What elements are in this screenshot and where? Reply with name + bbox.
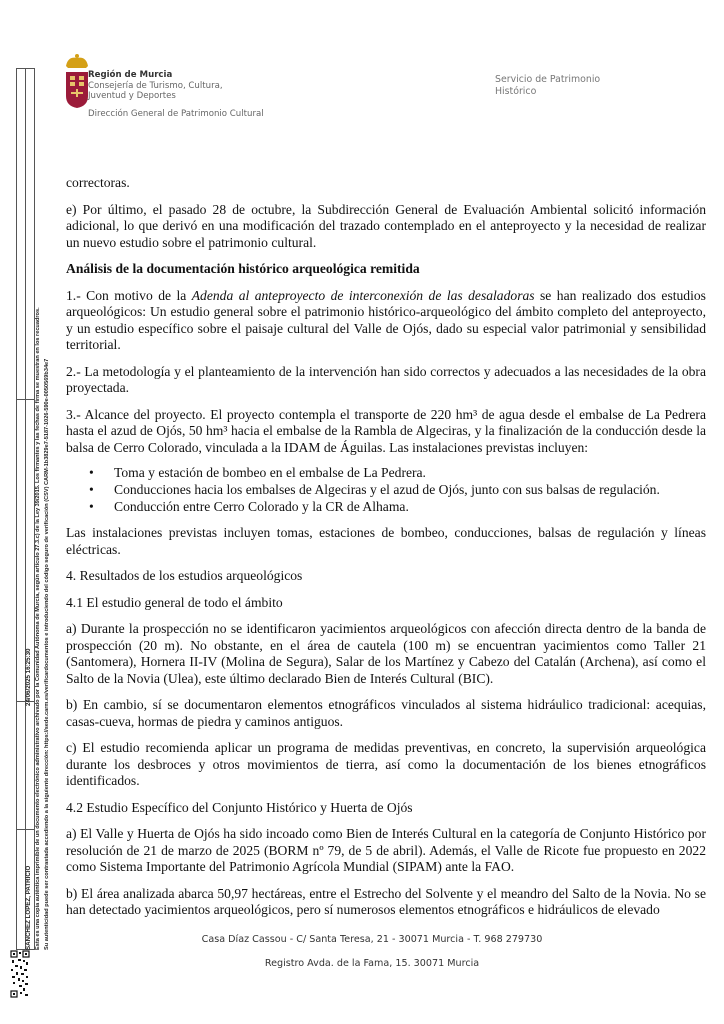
paragraph-e: e) Por último, el pasado 28 de octubre, la Subdirección General de Evaluación Ambiental solicitó información adicional, lo que derivó en una modificación del trazado contemplado en el anteproyecto y la necesidad de realizar un nuevo estudio sobre el patrimonio cultural. (66, 201, 706, 250)
paragraph-2: 2.- La metodología y el planteamiento de la intervención han sido correctos y adecuados a las necesidades de la obra proyectada. (66, 363, 706, 395)
paragraph-4-2-b: b) El área analizada abarca 50,97 hectáreas, entre el Estrecho del Solvente y el meandro del Salto de la Novia. No se han detectado yacimientos arqueológicos, pero sí numerosos elementos etnográficos e hidráulicos de elevado (66, 885, 706, 917)
installations-list (66, 464, 706, 515)
department-line-2: Juventud y Deportes (88, 91, 176, 101)
footer-registry: Registro Avda. de la Fama, 15. 30071 Murcia (264, 958, 480, 969)
document-body (66, 175, 706, 929)
signer-name: SANCHEZ LOPEZ, PATRICIO (25, 865, 32, 950)
list-item: • Conducción entre Cerro Colorado y la CR de Alhama. (114, 498, 706, 515)
legal-notice-line-2: Su autenticidad puede ser contrastada accediendo a la siguiente dirección: https://sede.carm.es/verificardocumentos e introduciendo del código seguro de verificación (CSV) CARM-1b3829e7-5187-1026-590e-0050569b34e7 (44, 358, 50, 950)
signature-date: 24/06/2025 16:25:30 (25, 648, 32, 706)
footer-address: Casa Díaz Cassou - C/ Santa Teresa, 21 - 30071 Murcia - T. 968 279730 (201, 934, 543, 945)
section-4-1-title: 4.1 El estudio general de todo el ámbito (66, 594, 283, 610)
adenda-title: Adenda al anteproyecto de interconexión de las desaladoras (191, 287, 535, 303)
department-line-1: Consejería de Turismo, Cultura, (88, 80, 223, 91)
paragraph-4-2-a: a) El Valle y Huerta de Ojós ha sido incoado como Bien de Interés Cultural en la categoría de Conjunto Histórico por resolución de 21 de marzo de 2025 (BORM nº 79, de 5 de abril). Además, el Valle de Ricote fue propuesto en 2022 como Sistema Importante del Patrimonio Agrícola Mundial (SIPAM) ante la FAO. (66, 826, 706, 874)
section-heading: Análisis de la documentación histórico arqueológica remitida (66, 261, 420, 276)
paragraph-installations: Las instalaciones previstas incluyen tomas, estaciones de bombeo, conducciones, balsas de regulación y líneas eléctricas. (66, 525, 706, 557)
paragraph-3: 3.- Alcance del proyecto. El proyecto contempla el transporte de 220 hm³ de agua desde el embalse de La Pedrera hasta el azud de Ojós, 50 hm³ hacia el embalse de la Rambla de Algeciras, y la finalización de la conducción desde la balsa de Cerro Colorado, vinculada a la IDAM de Águilas. Las instalaciones previstas incluyen: (66, 406, 706, 455)
header-organization (88, 70, 264, 119)
paragraph-4-1-c: c) El estudio recomienda aplicar un programa de medidas preventivas, en concreto, la supervisión arqueológica durante los desbroces y otros movimientos de tierra, así como la documentación de los bienes etnográficos identificados. (66, 740, 706, 788)
paragraph-1-text-cont: se han realizado dos estudios arqueológicos: Un estudio general sobre el patrimonio histórico-arqueológico del ámbito completo del anteproyecto, y un estudio específico sobre el paisaje cultural del Valle de Ojós, dado su especial valor patrimonial y sensibilidad territorial. (66, 287, 706, 352)
directorate: Dirección General de Patrimonio Cultural (88, 108, 264, 119)
list-item: • Conducciones hacia los embalses de Algeciras y el azud de Ojós, junto con sus balsas de regulación. (114, 481, 706, 498)
service-line-1: Servicio de Patrimonio (495, 74, 601, 85)
qr-code-icon[interactable] (10, 950, 30, 998)
paragraph-4-1-b: b) En cambio, sí se documentaron elementos etnográficos vinculados al sistema hidráulico tradicional: acequias, casas-cueva, hormas de piedra y caminos antiguos. (66, 697, 706, 729)
service-line-2: Histórico (495, 86, 537, 97)
paragraph-4-1-a: a) Durante la prospección no se identificaron yacimientos arqueológicos con afección directa dentro de la banda de prospección (20 m). No obstante, en el área de cautela (100 m) se encuentran yacimientos como Taller 21 (Santomera), Hornera II-IV (Molina de Segura), Salar de los Martínez y Cabezo del Catalán (Archena), así como el Salto de la Novia (Ulea), este último declarado Bien de Interés Cultural (BIC). (66, 621, 706, 686)
legal-notice-line-1: Esta es una copia auténtica imprimible de un documento electrónico administrativo archivado por la Comunidad Autónoma de Murcia, según artículo 27.3.c) de la Ley 39/2015. Los firmantes y las fechas de firma se muestran en los recuadros. (35, 307, 41, 950)
org-name: Región de Murcia (88, 70, 173, 80)
paragraph-1-text: 1.- Con motivo de la (66, 287, 192, 303)
section-4-2-title: 4.2 Estudio Específico del Conjunto Histórico y Huerta de Ojós (66, 799, 413, 815)
service-name (495, 74, 600, 98)
signature-stamp-box (16, 68, 35, 950)
stamp-divider (17, 829, 34, 830)
section-4-title: 4. Resultados de los estudios arqueológicos (66, 568, 303, 583)
paragraph: correctoras. (66, 175, 130, 190)
list-item: • Toma y estación de bombeo en el embalse de La Pedrera. (114, 464, 706, 481)
stamp-divider (17, 399, 34, 400)
paragraph-1 (66, 288, 706, 354)
stamp-divider (25, 69, 26, 949)
